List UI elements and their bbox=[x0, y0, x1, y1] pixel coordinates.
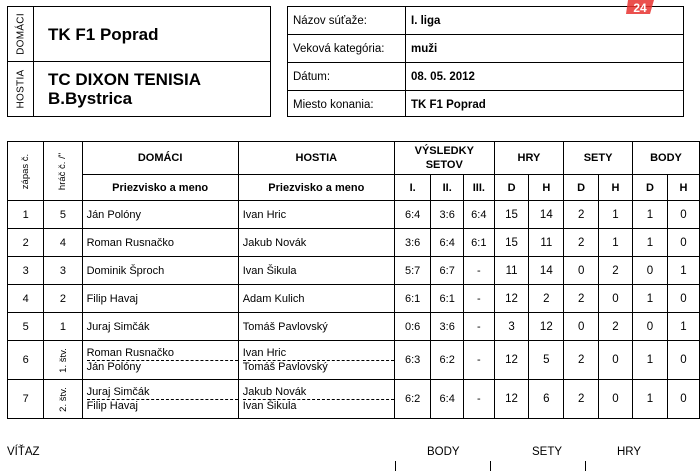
away-player: Ivan Hric bbox=[243, 347, 394, 361]
home-player: Ján Polóny bbox=[82, 201, 238, 229]
match-no: 1 bbox=[8, 201, 44, 229]
table-row-doubles bbox=[8, 341, 700, 380]
away-player: Tomáš Pavlovský bbox=[242, 360, 328, 373]
away-label: HOSTIA bbox=[15, 69, 26, 109]
match-no: 2 bbox=[8, 229, 44, 257]
sets-away: 2 bbox=[599, 313, 633, 341]
games-away: 5 bbox=[529, 341, 564, 380]
away-header: HOSTIA bbox=[238, 142, 394, 175]
set1-score: 6:3 bbox=[394, 341, 431, 380]
table-row bbox=[8, 313, 700, 341]
player-no: 4 bbox=[44, 229, 82, 257]
table-row bbox=[8, 201, 700, 229]
set3-score: - bbox=[464, 257, 495, 285]
date-row bbox=[288, 63, 683, 91]
set3-score: - bbox=[464, 341, 495, 380]
home-team-name: TK F1 Poprad bbox=[48, 25, 159, 44]
points-home: 0 bbox=[632, 313, 667, 341]
set1-score: 6:4 bbox=[394, 201, 431, 229]
set3-score: 6:4 bbox=[464, 201, 495, 229]
winner-footer bbox=[7, 442, 687, 467]
competition-row bbox=[288, 7, 683, 35]
games-away: 14 bbox=[529, 201, 564, 229]
set2-score: 6:4 bbox=[431, 229, 464, 257]
points-home: 0 bbox=[632, 257, 667, 285]
match-no: 4 bbox=[8, 285, 44, 313]
home-player: Filip Havaj bbox=[82, 285, 238, 313]
points-home: 1 bbox=[632, 201, 667, 229]
points-home: 1 bbox=[632, 285, 667, 313]
away-team-row bbox=[8, 62, 270, 116]
away-team-name-line2: B.Bystrica bbox=[48, 89, 133, 108]
away-side-label bbox=[8, 62, 34, 116]
match-results-table bbox=[7, 141, 700, 419]
player-no: 3 bbox=[44, 257, 82, 285]
table-header-row-1 bbox=[8, 142, 700, 175]
games-away: 11 bbox=[529, 229, 564, 257]
match-no: 5 bbox=[8, 313, 44, 341]
date-label: Dátum: bbox=[293, 71, 331, 83]
points-away: 0 bbox=[667, 285, 699, 313]
set2-score: 3:6 bbox=[431, 313, 464, 341]
sets-away: 1 bbox=[599, 229, 633, 257]
points-home: 1 bbox=[632, 341, 667, 380]
home-player: Dominik Šproch bbox=[82, 257, 238, 285]
set2-score: 6:4 bbox=[431, 380, 464, 419]
games-away: 14 bbox=[529, 257, 564, 285]
games-home: 12 bbox=[494, 285, 529, 313]
teams-box bbox=[7, 6, 271, 117]
footer-points-label: BODY bbox=[427, 446, 460, 458]
set1-score: 5:7 bbox=[394, 257, 431, 285]
points-away: 0 bbox=[667, 380, 699, 419]
away-doubles-pair bbox=[238, 380, 394, 419]
winner-label: VÍŤAZ bbox=[7, 446, 40, 458]
footer-games-label: HRY bbox=[617, 446, 642, 458]
set3-score: - bbox=[464, 380, 495, 419]
doubles-pair-no: 2. štv. bbox=[44, 380, 82, 419]
set1-subheader: I. bbox=[394, 175, 431, 201]
sets-home: 2 bbox=[564, 380, 599, 419]
points-away: 0 bbox=[667, 341, 699, 380]
sets-away: 0 bbox=[599, 285, 633, 313]
sets-home: 0 bbox=[564, 257, 599, 285]
points-away: 0 bbox=[667, 201, 699, 229]
venue-value: TK F1 Poprad bbox=[411, 99, 486, 111]
sets-away: 1 bbox=[599, 201, 633, 229]
age-category-label: Veková kategória: bbox=[293, 43, 385, 55]
table-row bbox=[8, 257, 700, 285]
set-results-header: VÝSLEDKY SETOV bbox=[394, 142, 494, 175]
home-player: Juraj Simčák bbox=[82, 313, 238, 341]
points-away: 1 bbox=[667, 257, 699, 285]
home-team-row bbox=[8, 7, 270, 62]
away-player: Ivan Šikula bbox=[238, 257, 394, 285]
set1-score: 6:2 bbox=[394, 380, 431, 419]
set2-score: 6:1 bbox=[431, 285, 464, 313]
home-header: DOMÁCI bbox=[82, 142, 238, 175]
sets-home: 2 bbox=[564, 229, 599, 257]
set3-score: 6:1 bbox=[464, 229, 495, 257]
site-logo-icon bbox=[626, 0, 656, 18]
sets-d-subheader: D bbox=[564, 175, 599, 201]
home-name-subheader: Priezvisko a meno bbox=[82, 175, 238, 201]
match-no-header: zápas č. bbox=[8, 142, 44, 201]
away-doubles-pair bbox=[238, 341, 394, 380]
away-name-subheader: Priezvisko a meno bbox=[238, 175, 394, 201]
games-away: 6 bbox=[529, 380, 564, 419]
games-header: HRY bbox=[494, 142, 564, 175]
points-header: BODY bbox=[632, 142, 699, 175]
set1-score: 6:1 bbox=[394, 285, 431, 313]
sets-home: 2 bbox=[564, 201, 599, 229]
footer-sets-label: SETY bbox=[532, 446, 563, 458]
sets-home: 0 bbox=[564, 313, 599, 341]
set1-score: 0:6 bbox=[394, 313, 431, 341]
away-player: Tomáš Pavlovský bbox=[238, 313, 394, 341]
points-home: 1 bbox=[632, 229, 667, 257]
table-row bbox=[8, 229, 700, 257]
home-player: Roman Rusnačko bbox=[87, 347, 238, 361]
table-row-doubles bbox=[8, 380, 700, 419]
away-player: Ivan Šikula bbox=[242, 399, 297, 412]
table-header-row-2 bbox=[8, 175, 700, 201]
venue-row bbox=[288, 91, 683, 119]
games-home: 12 bbox=[494, 341, 529, 380]
set3-score: - bbox=[464, 285, 495, 313]
match-no: 6 bbox=[8, 341, 44, 380]
sets-away: 2 bbox=[599, 257, 633, 285]
sets-away: 0 bbox=[599, 380, 633, 419]
home-side-label bbox=[8, 7, 34, 61]
set1-score: 3:6 bbox=[394, 229, 431, 257]
sets-header: SETY bbox=[564, 142, 633, 175]
player-no: 2 bbox=[44, 285, 82, 313]
home-doubles-pair bbox=[82, 380, 238, 419]
games-away: 12 bbox=[529, 313, 564, 341]
games-home: 15 bbox=[494, 201, 529, 229]
set2-score: 3:6 bbox=[431, 201, 464, 229]
set2-subheader: II. bbox=[431, 175, 464, 201]
player-no: 5 bbox=[44, 201, 82, 229]
competition-value: I. liga bbox=[411, 15, 441, 27]
player-no-header: hráč č. /" bbox=[44, 142, 82, 201]
games-home: 11 bbox=[494, 257, 529, 285]
set2-score: 6:2 bbox=[431, 341, 464, 380]
points-home: 1 bbox=[632, 380, 667, 419]
competition-info-box bbox=[287, 6, 684, 117]
points-away: 1 bbox=[667, 313, 699, 341]
set2-score: 6:7 bbox=[431, 257, 464, 285]
home-player: Juraj Simčák bbox=[87, 386, 238, 400]
sets-away: 0 bbox=[599, 341, 633, 380]
match-no: 3 bbox=[8, 257, 44, 285]
games-h-subheader: H bbox=[529, 175, 564, 201]
games-d-subheader: D bbox=[494, 175, 529, 201]
sets-h-subheader: H bbox=[599, 175, 633, 201]
age-category-row bbox=[288, 35, 683, 63]
games-home: 12 bbox=[494, 380, 529, 419]
points-d-subheader: D bbox=[632, 175, 667, 201]
away-team-name-line1: TC DIXON TENISIA bbox=[48, 70, 202, 89]
home-doubles-pair bbox=[82, 341, 238, 380]
age-category-value: muži bbox=[411, 43, 438, 55]
away-player: Ivan Hric bbox=[238, 201, 394, 229]
match-no: 7 bbox=[8, 380, 44, 419]
home-player: Filip Havaj bbox=[86, 399, 138, 412]
sets-home: 2 bbox=[564, 285, 599, 313]
table-row bbox=[8, 285, 700, 313]
logo-text: 24 bbox=[633, 1, 647, 15]
date-value: 08. 05. 2012 bbox=[411, 71, 475, 83]
home-player: Ján Polóny bbox=[86, 360, 141, 373]
competition-label: Názov súťaže: bbox=[293, 15, 367, 27]
games-home: 3 bbox=[494, 313, 529, 341]
away-player: Jakub Novák bbox=[238, 229, 394, 257]
away-player: Adam Kulich bbox=[238, 285, 394, 313]
set3-score: - bbox=[464, 313, 495, 341]
player-no: 1 bbox=[44, 313, 82, 341]
doubles-pair-no: 1. štv. bbox=[44, 341, 82, 380]
home-label: DOMÁCI bbox=[15, 13, 26, 55]
venue-label: Miesto konania: bbox=[293, 99, 374, 111]
home-player: Roman Rusnačko bbox=[82, 229, 238, 257]
set3-subheader: III. bbox=[464, 175, 495, 201]
games-away: 2 bbox=[529, 285, 564, 313]
points-h-subheader: H bbox=[667, 175, 699, 201]
points-away: 0 bbox=[667, 229, 699, 257]
away-player: Jakub Novák bbox=[243, 386, 394, 400]
sets-home: 2 bbox=[564, 341, 599, 380]
games-home: 15 bbox=[494, 229, 529, 257]
